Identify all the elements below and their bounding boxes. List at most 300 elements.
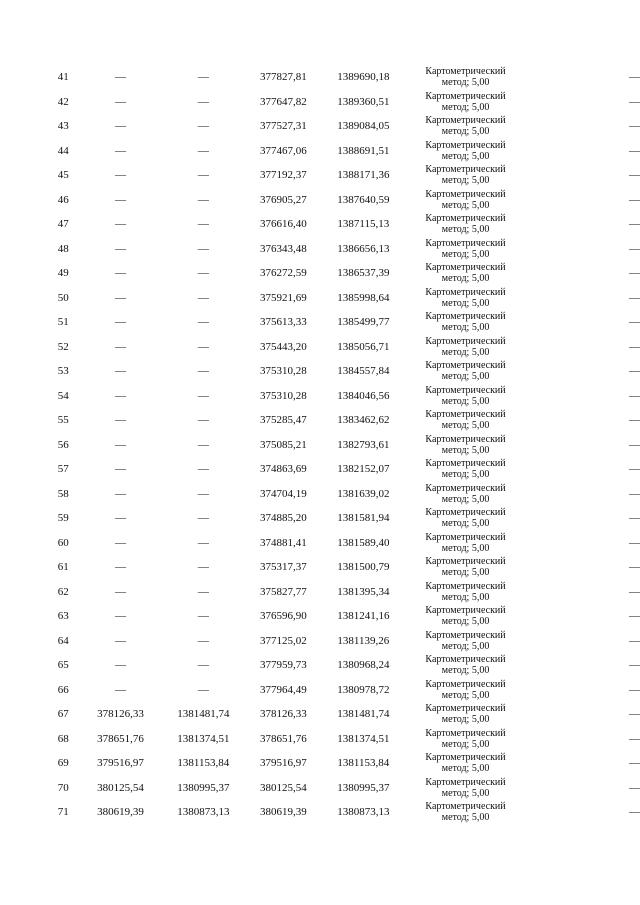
- existing-x-cell: —: [115, 316, 127, 329]
- existing-y-cell: —: [197, 438, 209, 451]
- description-cell: —: [629, 291, 640, 304]
- method-name: Картометрический: [425, 115, 506, 127]
- method-cell: [403, 776, 527, 801]
- new-x-cell: 375285,47: [259, 414, 307, 427]
- table-row: [0, 286, 640, 311]
- new-x-cell: 376596,90: [259, 610, 307, 623]
- table-row: [0, 384, 640, 409]
- point-number: 64: [57, 634, 69, 647]
- method-name: Картометрический: [425, 458, 506, 470]
- point-number-cell: [0, 212, 78, 237]
- existing-y-cell: 1380873,13: [177, 806, 230, 819]
- description-cell: —: [629, 71, 640, 84]
- coordinates-table: [0, 65, 640, 825]
- existing-y-cell: 1380995,37: [177, 781, 230, 794]
- point-number-cell: [0, 335, 78, 360]
- new-x-cell: 379516,97: [259, 757, 307, 770]
- point-number-cell: [0, 286, 78, 311]
- new-y-cell: 1386656,13: [337, 242, 390, 255]
- new-y-cell: 1389690,18: [337, 71, 390, 84]
- table-row: [0, 629, 640, 654]
- point-number-cell: [0, 90, 78, 115]
- method-cell: [403, 90, 527, 115]
- method-name: Картометрический: [425, 237, 506, 249]
- table-row: [0, 800, 640, 825]
- method-name: Картометрический: [425, 801, 506, 813]
- table-row: [0, 776, 640, 801]
- point-number-cell: [0, 653, 78, 678]
- method-accuracy: метод; 5,00: [441, 591, 490, 603]
- description-cell: —: [629, 267, 640, 280]
- method-cell: [403, 335, 527, 360]
- point-number: 56: [57, 438, 69, 451]
- existing-y-cell: —: [197, 291, 209, 304]
- description-cell: —: [629, 242, 640, 255]
- point-number: 46: [57, 193, 69, 206]
- point-number: 43: [57, 120, 69, 133]
- new-y-cell: 1381395,34: [337, 585, 390, 598]
- existing-x-cell: 378126,33: [97, 708, 144, 721]
- table-row: [0, 580, 640, 605]
- new-y-cell: 1381481,74: [337, 708, 390, 721]
- new-y-cell: 1382793,61: [337, 438, 390, 451]
- existing-y-cell: —: [197, 193, 209, 206]
- method-name: Картометрический: [425, 727, 506, 739]
- point-number-cell: [0, 457, 78, 482]
- point-number: 71: [57, 806, 69, 819]
- new-x-cell: 380125,54: [259, 781, 307, 794]
- existing-y-cell: —: [197, 218, 209, 231]
- method-accuracy: метод; 5,00: [441, 346, 490, 358]
- method-cell: [403, 629, 527, 654]
- description-cell: —: [629, 757, 640, 770]
- method-accuracy: метод; 5,00: [441, 297, 490, 309]
- point-number: 49: [57, 267, 69, 280]
- point-number-cell: [0, 433, 78, 458]
- method-cell: [403, 555, 527, 580]
- method-accuracy: метод; 5,00: [441, 77, 490, 89]
- description-cell: —: [629, 487, 640, 500]
- point-number: 51: [57, 316, 69, 329]
- existing-y-cell: —: [197, 169, 209, 182]
- method-accuracy: метод; 5,00: [441, 567, 490, 579]
- method-cell: [403, 727, 527, 752]
- method-accuracy: метод; 5,00: [441, 395, 490, 407]
- method-name: Картометрический: [425, 556, 506, 568]
- table-row: [0, 653, 640, 678]
- method-name: Картометрический: [425, 188, 506, 200]
- method-accuracy: метод; 5,00: [441, 640, 490, 652]
- new-y-cell: 1381581,94: [337, 512, 390, 525]
- description-cell: —: [629, 610, 640, 623]
- point-number-cell: [0, 384, 78, 409]
- existing-x-cell: —: [115, 389, 127, 402]
- point-number: 68: [57, 732, 69, 745]
- point-number-cell: [0, 65, 78, 90]
- existing-x-cell: —: [115, 561, 127, 574]
- point-number-cell: [0, 188, 78, 213]
- existing-x-cell: —: [115, 169, 127, 182]
- description-cell: —: [629, 414, 640, 427]
- existing-x-cell: —: [115, 634, 127, 647]
- new-x-cell: 380619,39: [259, 806, 307, 819]
- existing-y-cell: 1381153,84: [177, 757, 230, 770]
- point-number-cell: [0, 408, 78, 433]
- method-accuracy: метод; 5,00: [441, 101, 490, 113]
- existing-x-cell: —: [115, 487, 127, 500]
- point-number-cell: [0, 531, 78, 556]
- table-row: [0, 457, 640, 482]
- existing-y-cell: 1381374,51: [177, 732, 230, 745]
- method-accuracy: метод; 5,00: [441, 763, 490, 775]
- method-cell: [403, 702, 527, 727]
- table-row: [0, 237, 640, 262]
- point-number: 67: [57, 708, 69, 721]
- new-x-cell: 374881,41: [259, 536, 307, 549]
- method-cell: [403, 65, 527, 90]
- existing-y-cell: —: [197, 242, 209, 255]
- point-number: 70: [57, 781, 69, 794]
- existing-x-cell: —: [115, 585, 127, 598]
- method-name: Картометрический: [425, 262, 506, 274]
- existing-x-cell: —: [115, 536, 127, 549]
- method-cell: [403, 114, 527, 139]
- point-number-cell: [0, 702, 78, 727]
- new-x-cell: 376616,40: [259, 218, 307, 231]
- method-accuracy: метод; 5,00: [441, 126, 490, 138]
- method-cell: [403, 580, 527, 605]
- point-number: 54: [57, 389, 69, 402]
- table-row: [0, 188, 640, 213]
- method-cell: [403, 457, 527, 482]
- method-cell: [403, 433, 527, 458]
- existing-x-cell: —: [115, 512, 127, 525]
- method-name: Картометрический: [425, 580, 506, 592]
- point-number: 47: [57, 218, 69, 231]
- new-y-cell: 1385998,64: [337, 291, 390, 304]
- method-cell: [403, 139, 527, 164]
- description-cell: —: [629, 169, 640, 182]
- method-accuracy: метод; 5,00: [441, 493, 490, 505]
- table-row: [0, 114, 640, 139]
- table-row: [0, 335, 640, 360]
- method-accuracy: метод; 5,00: [441, 371, 490, 383]
- new-x-cell: 377192,37: [259, 169, 307, 182]
- point-number: 45: [57, 169, 69, 182]
- description-cell: —: [629, 659, 640, 672]
- method-accuracy: метод; 5,00: [441, 150, 490, 162]
- point-number: 60: [57, 536, 69, 549]
- method-cell: [403, 261, 527, 286]
- new-x-cell: 377827,81: [259, 71, 307, 84]
- method-cell: [403, 653, 527, 678]
- existing-y-cell: —: [197, 512, 209, 525]
- description-cell: —: [629, 512, 640, 525]
- point-number: 52: [57, 340, 69, 353]
- point-number-cell: [0, 359, 78, 384]
- method-name: Картометрический: [425, 654, 506, 666]
- method-cell: [403, 286, 527, 311]
- table-row: [0, 678, 640, 703]
- point-number: 66: [57, 683, 69, 696]
- existing-x-cell: —: [115, 71, 127, 84]
- point-number-cell: [0, 114, 78, 139]
- method-accuracy: метод; 5,00: [441, 322, 490, 334]
- method-cell: [403, 188, 527, 213]
- existing-x-cell: —: [115, 242, 127, 255]
- new-y-cell: 1380995,37: [337, 781, 390, 794]
- new-x-cell: 375613,33: [259, 316, 307, 329]
- table-row: [0, 433, 640, 458]
- existing-y-cell: —: [197, 414, 209, 427]
- method-name: Картометрический: [425, 482, 506, 494]
- point-number-cell: [0, 604, 78, 629]
- table-row: [0, 408, 640, 433]
- method-cell: [403, 751, 527, 776]
- table-row: [0, 65, 640, 90]
- method-cell: [403, 678, 527, 703]
- method-accuracy: метод; 5,00: [441, 689, 490, 701]
- point-number: 62: [57, 585, 69, 598]
- new-x-cell: 378126,33: [259, 708, 307, 721]
- new-y-cell: 1381374,51: [337, 732, 390, 745]
- method-cell: [403, 482, 527, 507]
- description-cell: —: [629, 585, 640, 598]
- new-y-cell: 1385056,71: [337, 340, 390, 353]
- method-accuracy: метод; 5,00: [441, 175, 490, 187]
- point-number-cell: [0, 751, 78, 776]
- method-cell: [403, 408, 527, 433]
- new-y-cell: 1389084,05: [337, 120, 390, 133]
- new-y-cell: 1381639,02: [337, 487, 390, 500]
- existing-y-cell: —: [197, 463, 209, 476]
- existing-x-cell: —: [115, 463, 127, 476]
- description-cell: —: [629, 561, 640, 574]
- point-number: 61: [57, 561, 69, 574]
- method-name: Картометрический: [425, 139, 506, 151]
- method-name: Картометрический: [425, 335, 506, 347]
- coordinates-table-body: [0, 65, 640, 825]
- point-number: 53: [57, 365, 69, 378]
- method-name: Картометрический: [425, 213, 506, 225]
- method-cell: [403, 359, 527, 384]
- existing-y-cell: —: [197, 340, 209, 353]
- new-x-cell: 376905,27: [259, 193, 307, 206]
- method-name: Картометрический: [425, 629, 506, 641]
- table-row: [0, 702, 640, 727]
- point-number: 48: [57, 242, 69, 255]
- description-cell: —: [629, 683, 640, 696]
- method-name: Картометрический: [425, 433, 506, 445]
- new-y-cell: 1385499,77: [337, 316, 390, 329]
- description-cell: —: [629, 340, 640, 353]
- method-accuracy: метод; 5,00: [441, 812, 490, 824]
- description-cell: —: [629, 536, 640, 549]
- method-cell: [403, 212, 527, 237]
- method-name: Картометрический: [425, 384, 506, 396]
- new-x-cell: 376272,59: [259, 267, 307, 280]
- existing-x-cell: —: [115, 218, 127, 231]
- table-row: [0, 751, 640, 776]
- new-x-cell: 375310,28: [259, 389, 307, 402]
- new-x-cell: 375443,20: [259, 340, 307, 353]
- description-cell: —: [629, 634, 640, 647]
- point-number: 55: [57, 414, 69, 427]
- new-y-cell: 1389360,51: [337, 95, 390, 108]
- method-accuracy: метод; 5,00: [441, 518, 490, 530]
- table-row: [0, 212, 640, 237]
- new-x-cell: 375827,77: [259, 585, 307, 598]
- new-y-cell: 1381139,26: [337, 634, 390, 647]
- description-cell: —: [629, 806, 640, 819]
- method-cell: [403, 506, 527, 531]
- new-y-cell: 1384046,56: [337, 389, 390, 402]
- method-name: Картометрический: [425, 360, 506, 372]
- new-y-cell: 1384557,84: [337, 365, 390, 378]
- existing-x-cell: —: [115, 340, 127, 353]
- new-x-cell: 377647,82: [259, 95, 307, 108]
- point-number: 58: [57, 487, 69, 500]
- table-row: [0, 261, 640, 286]
- existing-x-cell: —: [115, 438, 127, 451]
- existing-x-cell: —: [115, 95, 127, 108]
- description-cell: —: [629, 463, 640, 476]
- point-number: 41: [57, 71, 69, 84]
- new-y-cell: 1381500,79: [337, 561, 390, 574]
- new-x-cell: 376343,48: [259, 242, 307, 255]
- existing-y-cell: —: [197, 71, 209, 84]
- method-cell: [403, 310, 527, 335]
- point-number: 65: [57, 659, 69, 672]
- method-name: Картометрический: [425, 507, 506, 519]
- point-number-cell: [0, 580, 78, 605]
- method-cell: [403, 531, 527, 556]
- new-y-cell: 1380873,13: [337, 806, 390, 819]
- table-row: [0, 506, 640, 531]
- new-x-cell: 375317,37: [259, 561, 307, 574]
- method-accuracy: метод; 5,00: [441, 420, 490, 432]
- method-accuracy: метод; 5,00: [441, 714, 490, 726]
- description-cell: —: [629, 438, 640, 451]
- method-name: Картометрический: [425, 164, 506, 176]
- existing-y-cell: —: [197, 634, 209, 647]
- new-y-cell: 1381241,16: [337, 610, 390, 623]
- point-number-cell: [0, 800, 78, 825]
- new-y-cell: 1387640,59: [337, 193, 390, 206]
- new-x-cell: 377125,02: [259, 634, 307, 647]
- method-name: Картометрический: [425, 409, 506, 421]
- existing-x-cell: 380125,54: [97, 781, 144, 794]
- new-x-cell: 377959,73: [259, 659, 307, 672]
- existing-x-cell: —: [115, 610, 127, 623]
- method-accuracy: метод; 5,00: [441, 199, 490, 211]
- existing-x-cell: 379516,97: [97, 757, 144, 770]
- table-row: [0, 727, 640, 752]
- new-x-cell: 377964,49: [259, 683, 307, 696]
- existing-x-cell: —: [115, 144, 127, 157]
- method-accuracy: метод; 5,00: [441, 273, 490, 285]
- method-name: Картометрический: [425, 776, 506, 788]
- description-cell: —: [629, 781, 640, 794]
- new-y-cell: 1380978,72: [337, 683, 390, 696]
- point-number-cell: [0, 776, 78, 801]
- method-name: Картометрический: [425, 703, 506, 715]
- table-row: [0, 604, 640, 629]
- point-number-cell: [0, 727, 78, 752]
- point-number-cell: [0, 163, 78, 188]
- description-cell: —: [629, 144, 640, 157]
- method-accuracy: метод; 5,00: [441, 248, 490, 260]
- new-x-cell: 374863,69: [259, 463, 307, 476]
- table-row: [0, 482, 640, 507]
- table-row: [0, 90, 640, 115]
- point-number-cell: [0, 237, 78, 262]
- existing-x-cell: —: [115, 193, 127, 206]
- method-name: Картометрический: [425, 66, 506, 78]
- point-number-cell: [0, 261, 78, 286]
- description-cell: —: [629, 218, 640, 231]
- description-cell: —: [629, 95, 640, 108]
- new-y-cell: 1388171,36: [337, 169, 390, 182]
- existing-y-cell: —: [197, 536, 209, 549]
- existing-y-cell: —: [197, 683, 209, 696]
- point-number-cell: [0, 310, 78, 335]
- table-row: [0, 139, 640, 164]
- point-number: 63: [57, 610, 69, 623]
- table-row: [0, 359, 640, 384]
- description-cell: —: [629, 732, 640, 745]
- new-x-cell: 374704,19: [259, 487, 307, 500]
- new-x-cell: 375310,28: [259, 365, 307, 378]
- method-name: Картометрический: [425, 605, 506, 617]
- existing-y-cell: —: [197, 585, 209, 598]
- point-number-cell: [0, 139, 78, 164]
- method-accuracy: метод; 5,00: [441, 224, 490, 236]
- point-number: 59: [57, 512, 69, 525]
- method-accuracy: метод; 5,00: [441, 469, 490, 481]
- existing-y-cell: —: [197, 659, 209, 672]
- method-cell: [403, 237, 527, 262]
- new-y-cell: 1386537,39: [337, 267, 390, 280]
- existing-y-cell: —: [197, 610, 209, 623]
- new-y-cell: 1380968,24: [337, 659, 390, 672]
- new-x-cell: 377467,06: [259, 144, 307, 157]
- method-cell: [403, 384, 527, 409]
- existing-y-cell: —: [197, 365, 209, 378]
- method-accuracy: метод; 5,00: [441, 787, 490, 799]
- point-number: 44: [57, 144, 69, 157]
- method-name: Картометрический: [425, 286, 506, 298]
- point-number-cell: [0, 678, 78, 703]
- existing-x-cell: —: [115, 659, 127, 672]
- new-y-cell: 1381153,84: [337, 757, 390, 770]
- method-cell: [403, 604, 527, 629]
- method-accuracy: метод; 5,00: [441, 738, 490, 750]
- existing-y-cell: —: [197, 561, 209, 574]
- method-accuracy: метод; 5,00: [441, 444, 490, 456]
- new-x-cell: 378651,76: [259, 732, 307, 745]
- point-number-cell: [0, 555, 78, 580]
- new-y-cell: 1387115,13: [337, 218, 390, 231]
- new-y-cell: 1388691,51: [337, 144, 390, 157]
- existing-x-cell: —: [115, 291, 127, 304]
- description-cell: —: [629, 365, 640, 378]
- point-number: 57: [57, 463, 69, 476]
- table-row: [0, 310, 640, 335]
- point-number-cell: [0, 482, 78, 507]
- method-cell: [403, 800, 527, 825]
- method-name: Картометрический: [425, 678, 506, 690]
